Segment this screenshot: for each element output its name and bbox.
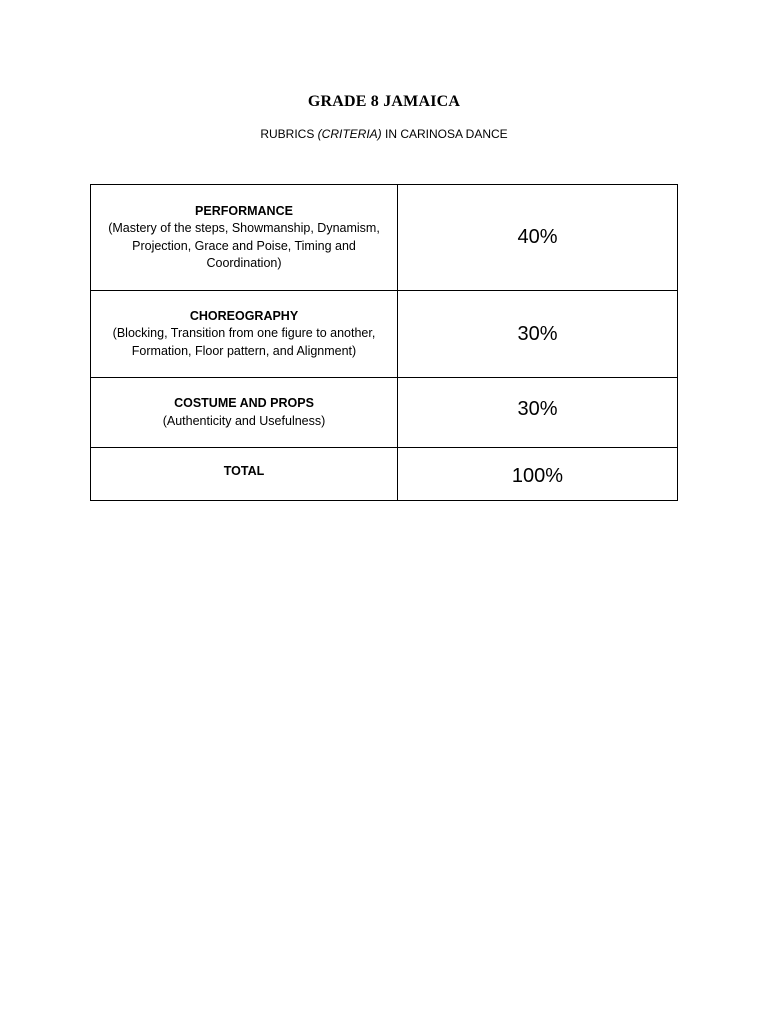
total-label: TOTAL [223, 464, 265, 479]
total-label-cell [91, 448, 398, 501]
document-subtitle [0, 127, 768, 141]
document-title: GRADE 8 JAMAICA [307, 93, 461, 110]
criterion-name: COSTUME AND PROPS [174, 396, 314, 410]
criterion-description: (Authenticity and Usefulness) [162, 413, 326, 428]
subtitle-suffix: IN CARINOSA DANCE [381, 127, 508, 141]
table-row-choreography [91, 291, 678, 378]
percentage-cell: 30% [398, 291, 678, 378]
table-row-performance [91, 185, 678, 291]
table-row-total [91, 448, 678, 501]
criterion-name: PERFORMANCE [195, 203, 293, 218]
subtitle-prefix: RUBRICS [260, 127, 318, 141]
subtitle-italic: (CRITERIA) [317, 127, 382, 141]
percentage-cell: 40% [398, 185, 678, 291]
criterion-name: CHOREOGRAPHY [189, 308, 299, 323]
total-percentage-cell: 100% [398, 448, 678, 501]
criterion-cell [91, 185, 398, 291]
rubric-table [90, 184, 678, 501]
criterion-cell [91, 378, 398, 448]
criterion-cell [91, 291, 398, 378]
criterion-description: (Blocking, Transition from one figure to another, Formation, Floor pattern, and Alignment) [112, 326, 376, 358]
criterion-description: (Mastery of the steps, Showmanship, Dynamism, Projection, Grace and Poise, Timing and Coordination) [108, 221, 380, 270]
percentage-cell: 30% [398, 378, 678, 448]
table-row-costume [91, 378, 678, 448]
